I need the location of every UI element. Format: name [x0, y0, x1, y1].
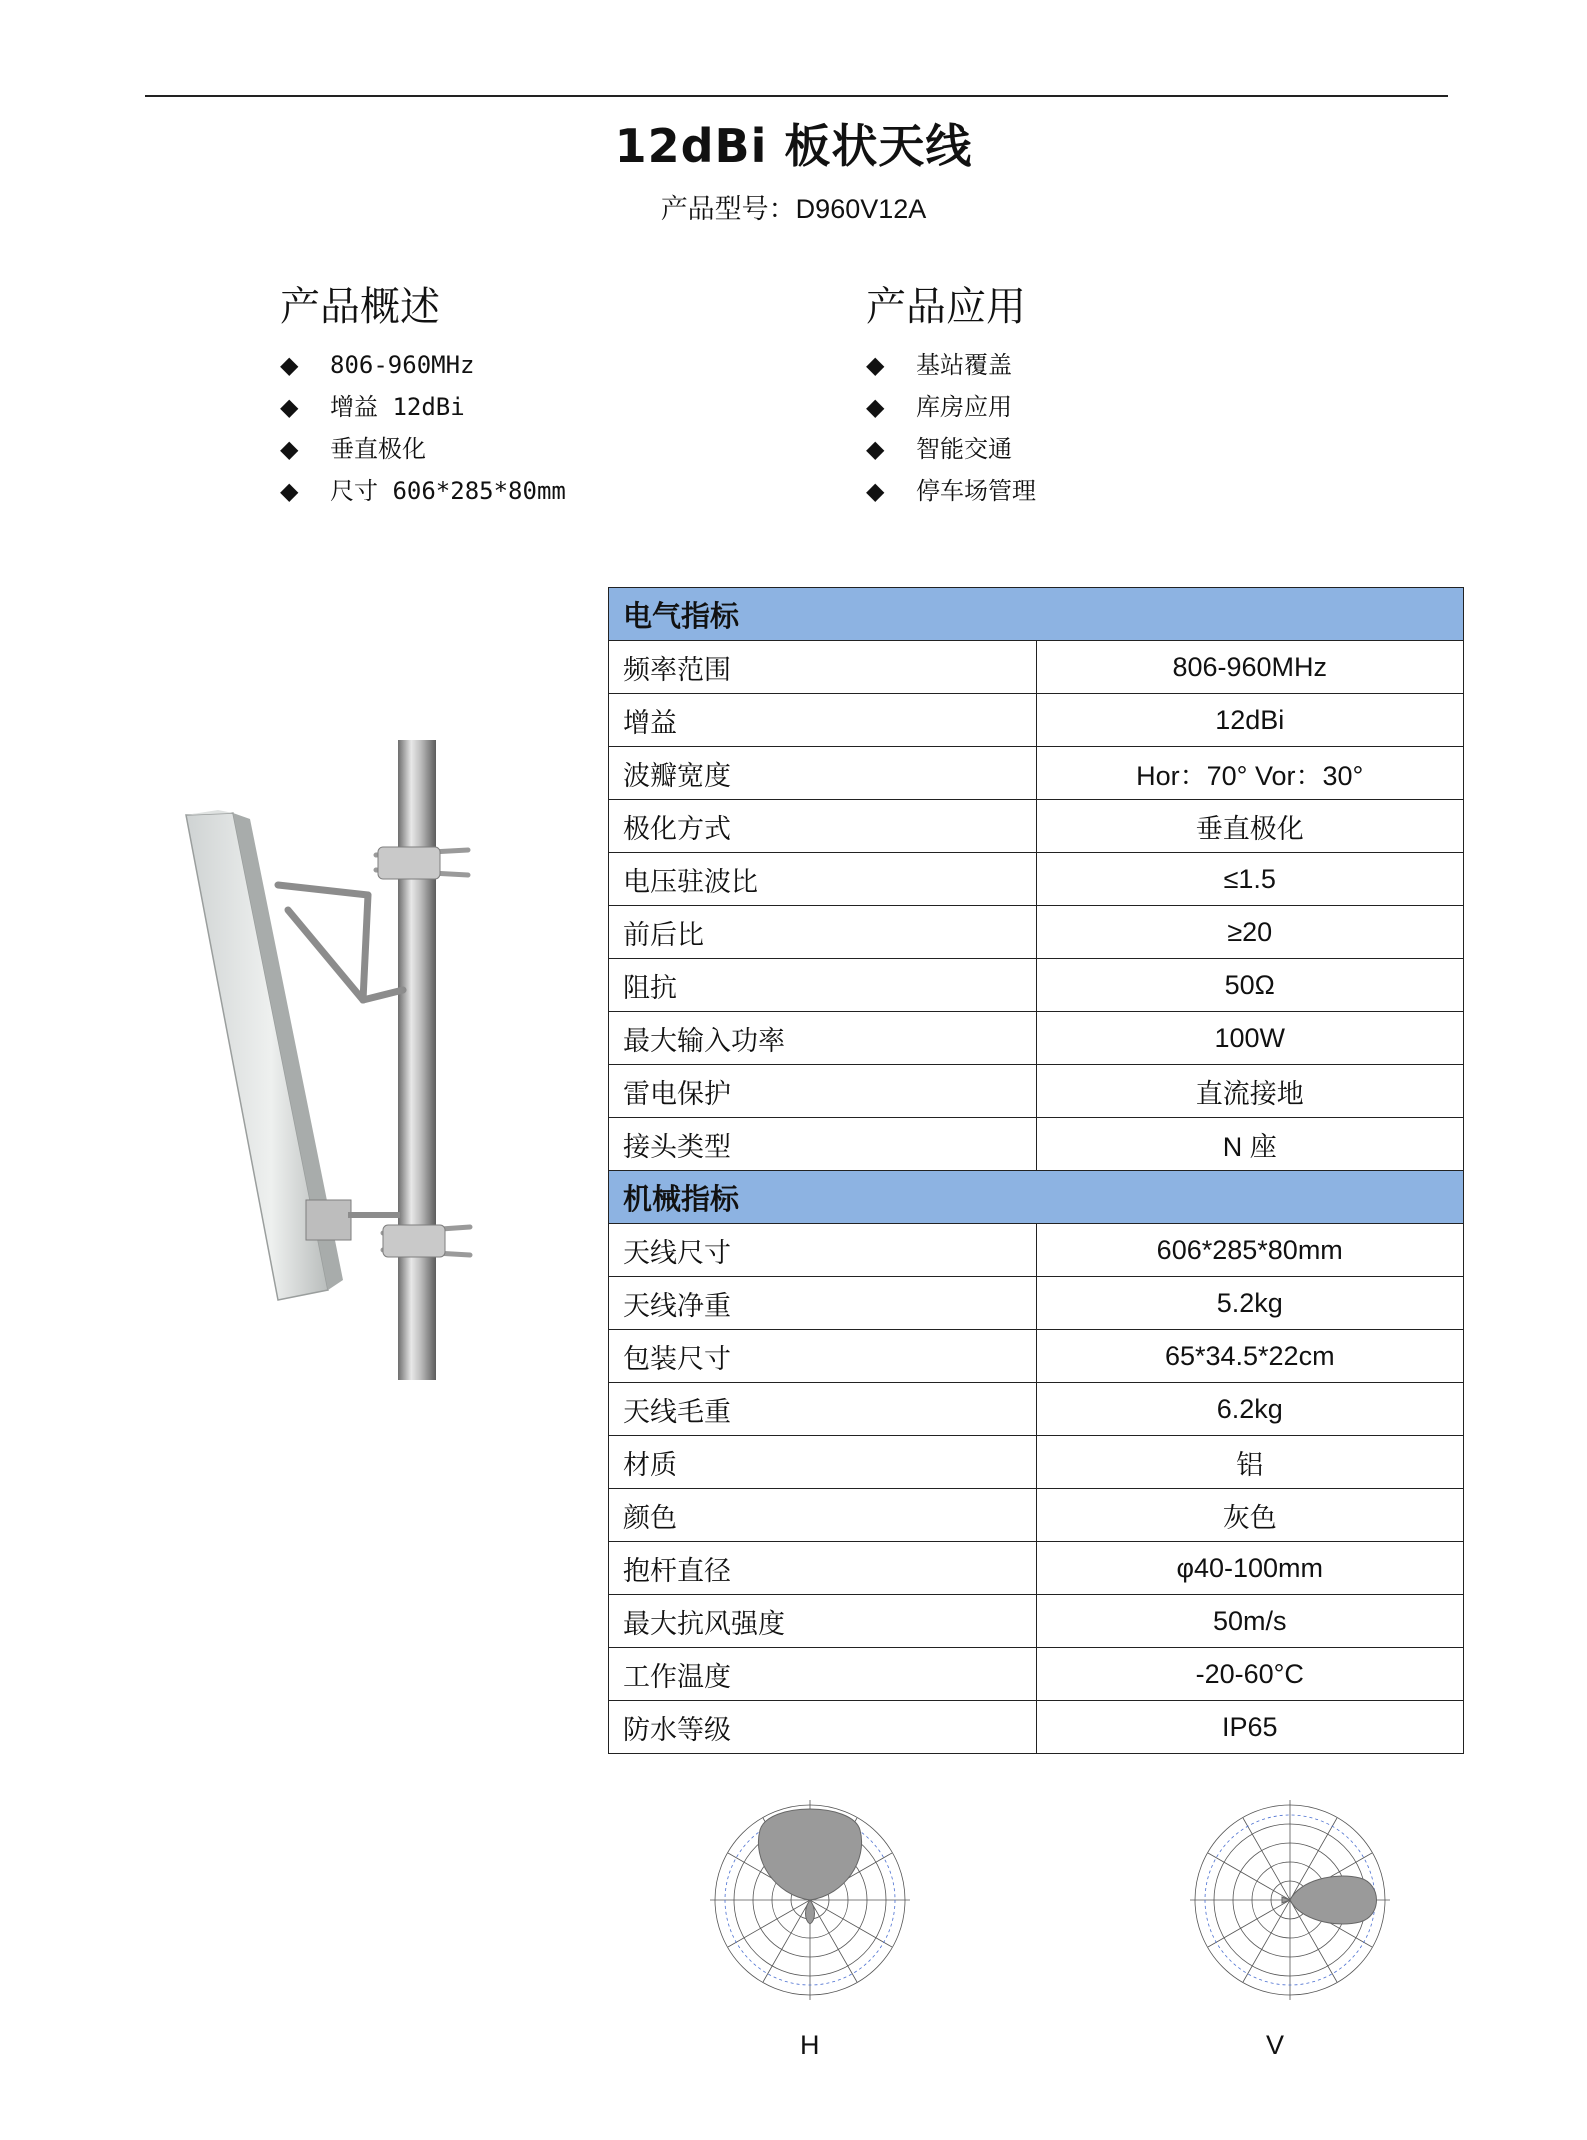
- application-list: [866, 344, 1036, 512]
- table-row: 防水等级 IP65: [609, 1701, 1464, 1754]
- table-row: 频率范围 806-960MHz: [609, 641, 1464, 694]
- diamond-bullet-icon: ◆: [866, 351, 885, 379]
- h-pattern-label: H: [800, 2030, 820, 2060]
- list-item: ◆ 尺寸 606*285*80mm: [280, 470, 566, 512]
- table-row: 材质 铝: [609, 1436, 1464, 1489]
- table-row: 前后比 ≥20: [609, 906, 1464, 959]
- table-row: 天线尺寸 606*285*80mm: [609, 1224, 1464, 1277]
- diamond-bullet-icon: ◆: [866, 435, 885, 463]
- table-row: 包装尺寸 65*34.5*22cm: [609, 1330, 1464, 1383]
- table-row: 最大抗风强度 50m/s: [609, 1595, 1464, 1648]
- overview-heading: 产品概述: [280, 284, 440, 330]
- list-item: ◆ 库房应用: [866, 386, 1036, 428]
- overview-list: [280, 344, 566, 512]
- table-row: 颜色 灰色: [609, 1489, 1464, 1542]
- diamond-bullet-icon: ◆: [280, 393, 299, 421]
- model-number: 产品型号：D960V12A: [660, 194, 927, 224]
- page-title: 12dBi 板状天线: [614, 119, 973, 173]
- diamond-bullet-icon: ◆: [866, 393, 885, 421]
- mechanical-header-row: [609, 1171, 1464, 1224]
- table-row: 抱杆直径 φ40-100mm: [609, 1542, 1464, 1595]
- h-pattern-chart: [700, 1790, 920, 2010]
- list-item: ◆ 智能交通: [866, 428, 1036, 470]
- table-row: 天线净重 5.2kg: [609, 1277, 1464, 1330]
- application-heading: 产品应用: [866, 284, 1026, 330]
- v-pattern-chart: [1180, 1790, 1400, 2010]
- list-item: ◆ 806-960MHz: [280, 344, 566, 386]
- table-row: 雷电保护 直流接地: [609, 1065, 1464, 1118]
- diamond-bullet-icon: ◆: [280, 351, 299, 379]
- table-row: 极化方式 垂直极化: [609, 800, 1464, 853]
- v-main-lobe: [1290, 1876, 1377, 1924]
- electrical-heading: 电气指标: [609, 588, 1464, 641]
- diamond-bullet-icon: ◆: [280, 477, 299, 505]
- table-row: 工作温度 -20-60°C: [609, 1648, 1464, 1701]
- spec-table: [608, 587, 1464, 1754]
- list-item: ◆ 基站覆盖: [866, 344, 1036, 386]
- h-back-lobe: [806, 1900, 815, 1924]
- table-row: 增益 12dBi: [609, 694, 1464, 747]
- v-pattern-label: V: [1266, 2030, 1285, 2060]
- table-row: 接头类型 N 座: [609, 1118, 1464, 1171]
- table-row: 最大输入功率 100W: [609, 1012, 1464, 1065]
- list-item: ◆ 停车场管理: [866, 470, 1036, 512]
- list-item: ◆ 增益 12dBi: [280, 386, 566, 428]
- antenna-product-image: [178, 735, 538, 1390]
- electrical-header-row: [609, 588, 1464, 641]
- table-row: 波瓣宽度 Hor：70° Vor：30°: [609, 747, 1464, 800]
- list-item: ◆ 垂直极化: [280, 428, 566, 470]
- diamond-bullet-icon: ◆: [866, 477, 885, 505]
- top-divider: [145, 95, 1448, 97]
- table-row: 阻抗 50Ω: [609, 959, 1464, 1012]
- mechanical-heading: 机械指标: [609, 1171, 1464, 1224]
- table-row: 电压驻波比 ≤1.5: [609, 853, 1464, 906]
- diamond-bullet-icon: ◆: [280, 435, 299, 463]
- h-main-lobe: [758, 1809, 861, 1900]
- table-row: 天线毛重 6.2kg: [609, 1383, 1464, 1436]
